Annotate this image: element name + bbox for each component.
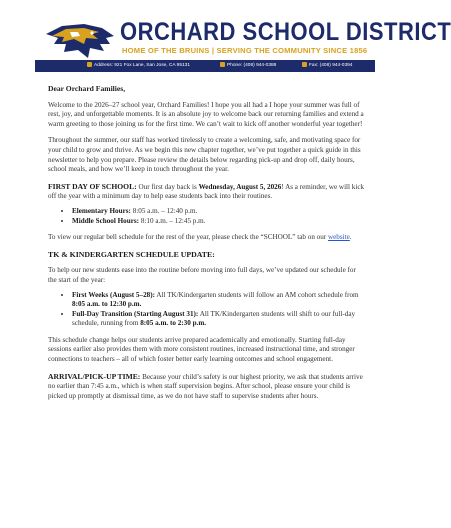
first-day-paragraph: FIRST DAY OF SCHOOL: Our first day back is Wednesday, August 5, 2026! As a reminder, we will kick off the year with a minimum day to help ease students back into their routines. [48,181,365,201]
bell-schedule-paragraph: To view our regular bell schedule for the rest of the year, please check the “SCHOOL” tab on our website. [48,233,352,242]
staff-paragraph: Throughout the summer, our staff has worked tirelessly to create a welcoming, safe, and motivating space for your child to grow and thrive. As we begin this new chapter together, we’ve put together a quick guide in this newsletter to help you prepare. Please review the details below regarding pick-up and drop off, daily hours, school meals, and how we’ll keep in touch throughout the year. [48,136,361,174]
list-item: • Elementary Hours: 8:05 a.m. – 12:40 p.m. [72,207,366,217]
greeting: Dear Orchard Families, [48,84,126,93]
location-pin-icon [87,62,92,67]
letter-body [48,84,366,401]
first-day-heading: FIRST DAY OF SCHOOL: [48,181,137,191]
contact-bar [35,60,375,72]
district-tagline: HOME OF THE BRUINS | SERVING THE COMMUNITY SINCE 1856 [122,46,368,55]
letterhead [0,0,451,78]
tk-intro: To help our new students ease into the routine before moving into full days, we’ve updated our schedule for the start of the year: [48,266,356,284]
district-name: ORCHARD SCHOOL DISTRICT [120,17,451,46]
intro-paragraph: Welcome to the 2026–27 school year, Orchard Families! I hope you all had a I hope your summer was full of rest, joy, and unforgettable moments. It is an absolute joy to welcome back our returning families and extend a warm greeting to those joining us for the first time. We can’t wait to kick off another wonderful year together! [48,100,364,128]
fax-item: Fax: (408) 944-0394 [302,60,352,72]
list-item: • Full-Day Transition (Starting August 31): All TK/Kindergarten students will shift to our full-day schedule, running from 8:05 a.m. to 2:30 p.m. [72,310,366,329]
website-link[interactable]: website [327,233,350,242]
hours-list [48,207,366,226]
list-item: • Middle School Hours: 8:10 a.m. – 12:45 p.m. [72,217,366,227]
first-day-date: Wednesday, August 5, 2026 [198,182,282,191]
bruin-mascot-logo [44,20,118,64]
tk-schedule-list [48,291,366,329]
list-item: • First Weeks (August 5–28): All TK/Kindergarten students will follow an AM cohort schedule from 8:05 a.m. to 12:30 p.m. [72,291,366,310]
address-item: Address: 921 Fox Lane, San Jose, CA 95131 [87,60,190,72]
arrival-heading: ARRIVAL/PICK-UP TIME: [48,371,141,381]
tk-outro: This schedule change helps our students arrive prepared academically and emotionally. Starting full-day sessions earlier also provides them with more consistent routines, increased instructional time, and stronger connections to teachers – all of which foster better early learning outcomes and school engagement. [48,335,355,364]
phone-icon [220,62,225,67]
fax-icon [302,62,307,67]
arrival-paragraph: ARRIVAL/PICK-UP TIME: Because your child’s safety is our highest priority, we ask that students arrive no earlier than 7:45 a.m., which is when staff supervision begins. After school, please ensure your child is picked up promptly at dismissal time, as we do not have staff to supervise students after hours. [48,371,363,400]
tk-section-title: TK & KINDERGARTEN SCHEDULE UPDATE: [48,249,215,259]
phone-item: Phone: (408) 944-0388 [220,60,276,72]
